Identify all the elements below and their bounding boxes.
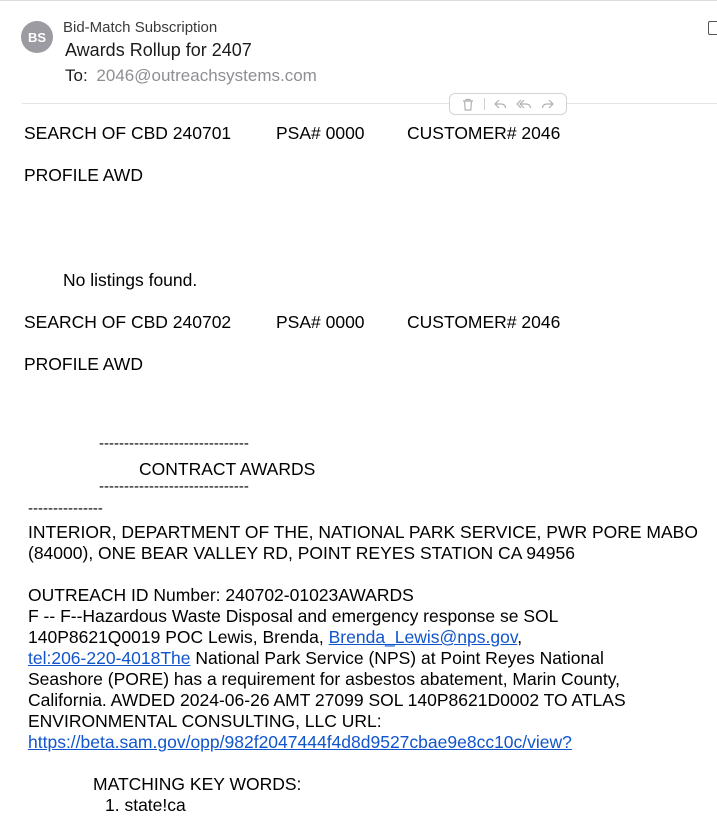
outreach-id: OUTREACH ID Number: 240702-01023AWARDS [28,585,414,605]
sidebar-toggle-icon[interactable] [708,21,717,35]
email-subject: Awards Rollup for 2407 [65,40,252,60]
search2-customer: CUSTOMER# 2046 [407,312,561,332]
to-label: To: [65,66,88,85]
keyword-item: 1. state!ca [105,795,186,815]
search2-profile: PROFILE AWD [24,354,143,374]
search1-profile: PROFILE AWD [24,165,143,185]
contract-awards-heading: CONTRACT AWARDS [139,459,316,479]
search2-cbd: SEARCH OF CBD 240702 [24,312,232,332]
phone-link[interactable]: tel:206-220-4018The [28,648,191,668]
poc-text: 140P8621Q0019 POC Lewis, Brenda, [28,627,329,647]
description-line-1: F -- F--Hazardous Waste Disposal and emergency response se SOL [28,606,559,626]
agency-line-1: INTERIOR, DEPARTMENT OF THE, NATIONAL PARK SERVICE, PWR PORE MABO [28,522,698,542]
reply-all-icon[interactable] [516,97,532,111]
description-text: National Park Service (NPS) at Point Reyes National [190,648,604,668]
window-top-border [0,0,717,1]
description-line-3 [28,648,604,669]
header-divider [22,103,717,104]
sam-url-text[interactable]: https://beta.sam.gov/opp/982f2047444f4d8d9527cbae9e8cc10c/view? [28,732,572,752]
description-line-2 [28,627,522,648]
search2-psa: PSA# 0000 [276,312,365,332]
poc-email-link[interactable]: Brenda_Lewis@nps.gov [328,627,518,647]
recipient-line [65,66,317,86]
trash-icon[interactable] [460,97,476,111]
description-line-5: California. AWDED 2024-06-26 AMT 27099 SOL 140P8621D0002 TO ATLAS [28,690,626,710]
description-line-4: Seashore (PORE) has a requirement for asbestos abatement, Marin County, [28,669,621,689]
search1-cbd: SEARCH OF CBD 240701 [24,123,232,143]
toolbar-divider [484,98,485,110]
forward-icon[interactable] [540,97,556,111]
poc-comma: , [517,627,523,647]
dash-separator-top: ------------------------------ [99,435,249,452]
avatar: BS [21,21,53,53]
sam-url-link[interactable] [28,732,572,753]
dash-separator-bottom: ------------------------------ [99,478,249,495]
search1-psa: PSA# 0000 [276,123,365,143]
message-hover-toolbar [449,93,567,115]
no-listings-text: No listings found. [63,270,198,290]
agency-line-2: (84000), ONE BEAR VALLEY RD, POINT REYES STATION CA 94956 [28,543,575,563]
reply-icon[interactable] [492,97,508,111]
sender-name[interactable]: Bid-Match Subscription [63,19,218,36]
search1-customer: CUSTOMER# 2046 [407,123,561,143]
description-line-6: ENVIRONMENTAL CONSULTING, LLC URL: [28,711,382,731]
recipient-address[interactable]: 2046@outreachsystems.com [96,66,317,85]
matching-keywords-header: MATCHING KEY WORDS: [93,774,302,794]
dash-separator-short: --------------- [28,500,103,517]
